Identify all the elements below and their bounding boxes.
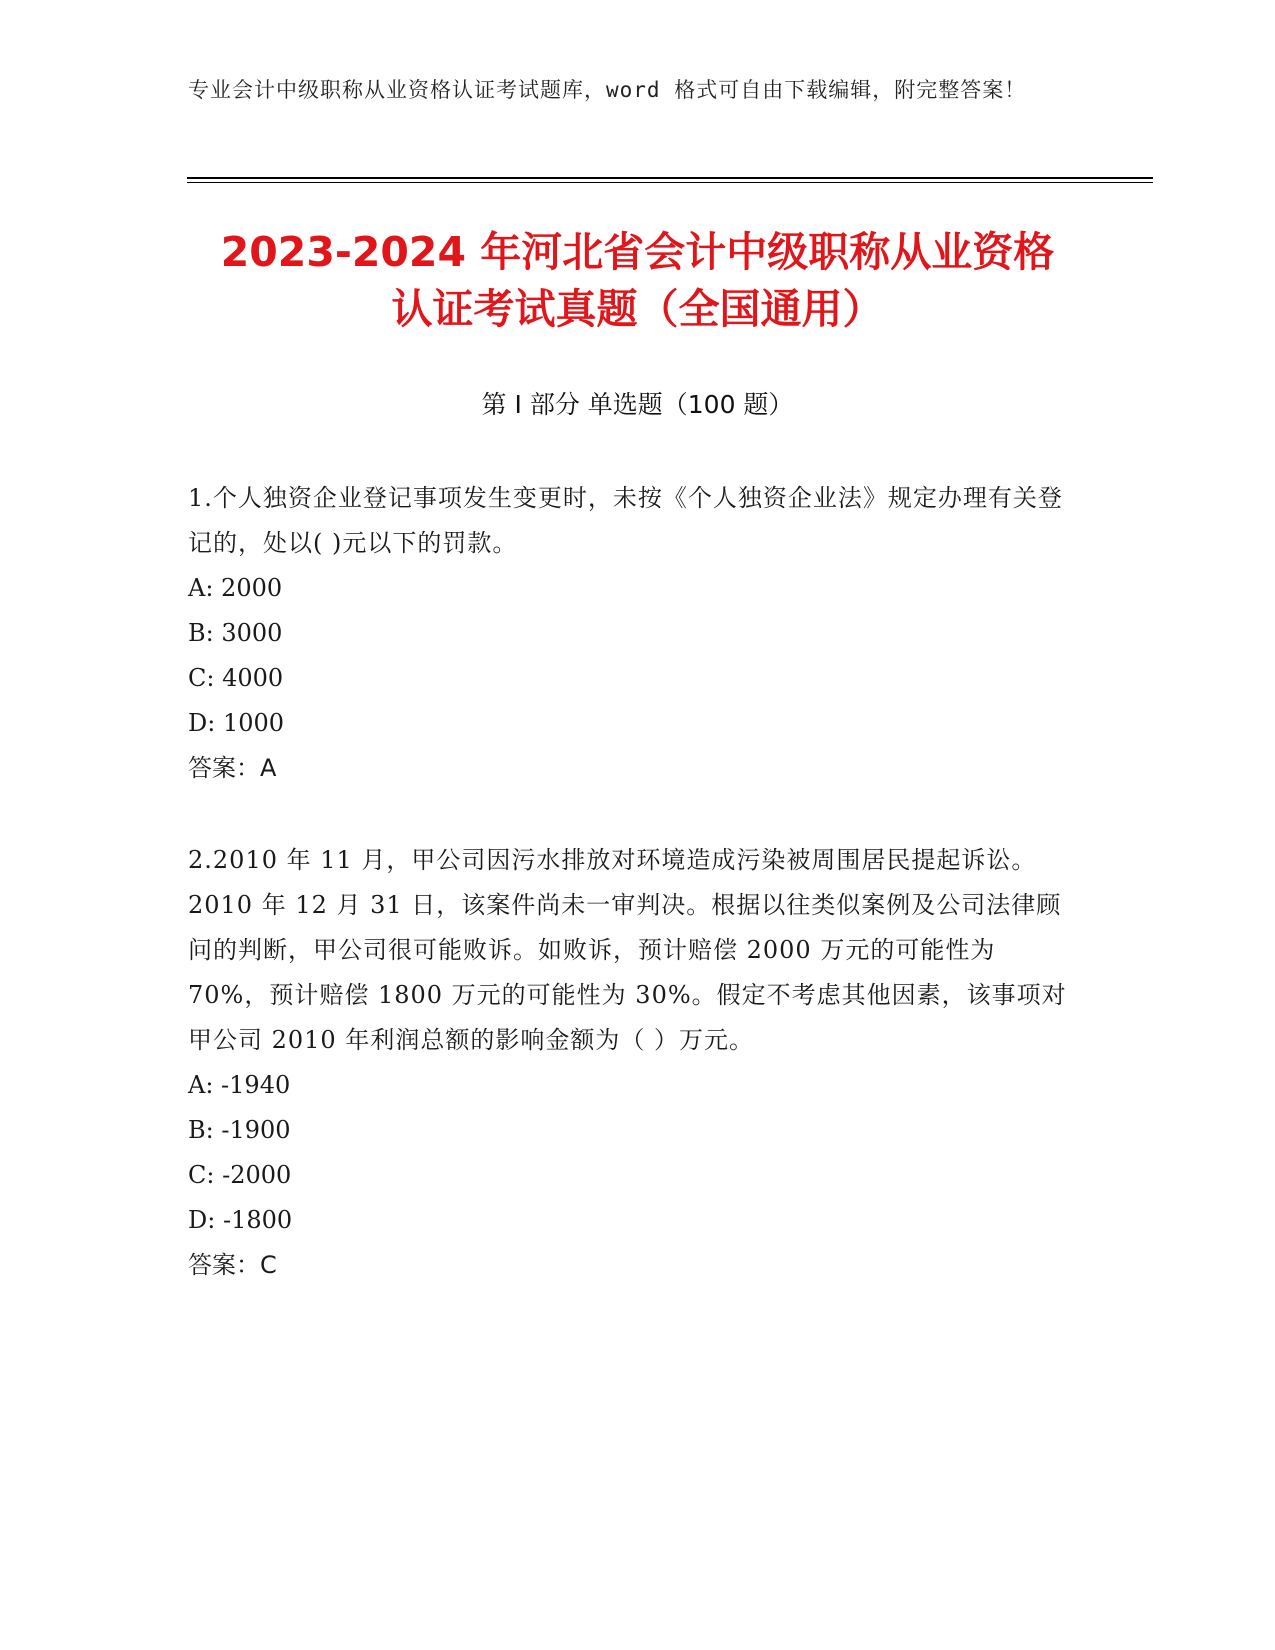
header-divider-thin [187, 182, 1153, 183]
option-d: D: -1800 [188, 1206, 293, 1234]
question-1 [188, 476, 1078, 791]
document-title [200, 224, 1075, 338]
option-a: A: -1940 [188, 1071, 291, 1099]
option-b: B: -1900 [188, 1116, 291, 1144]
document-title-line-1: 2023-2024 年河北省会计中级职称从业资格 [220, 228, 1055, 276]
header-note: 专业会计中级职称从业资格认证考试题库，word 格式可自由下载编辑，附完整答案！ [188, 78, 1027, 102]
document-title-line-2: 认证考试真题（全国通用） [391, 285, 884, 333]
option-c: C: 4000 [188, 664, 284, 692]
question-2 [188, 838, 1078, 1288]
answer: 答案：C [188, 1251, 277, 1279]
section-title: 第 I 部分 单选题（100 题） [481, 390, 794, 419]
option-b: B: 3000 [188, 619, 283, 647]
question-stem: 1.个人独资企业登记事项发生变更时，未按《个人独资企业法》规定办理有关登记的，处以( )元以下的罚款。 [188, 484, 1063, 557]
question-stem: 2.2010 年 11 月，甲公司因污水排放对环境造成污染被周围居民提起诉讼。2010 年 12 月 31 日，该案件尚未一审判决。根据以往类似案例及公司法律顾问的判断，甲公司很可能败诉。如败诉，预计赔偿 2000 万元的可能性为 70%，预计赔偿 1800 万元的可能性为 30%。假定不考虑其他因素，该事项对甲公司 2010 年利润总额的影响金额为（ ）万元。 [188, 846, 1067, 1054]
option-a: A: 2000 [188, 574, 283, 602]
option-c: C: -2000 [188, 1161, 292, 1189]
option-d: D: 1000 [188, 709, 285, 737]
answer: 答案：A [188, 754, 277, 782]
header-divider-thick [187, 177, 1153, 179]
